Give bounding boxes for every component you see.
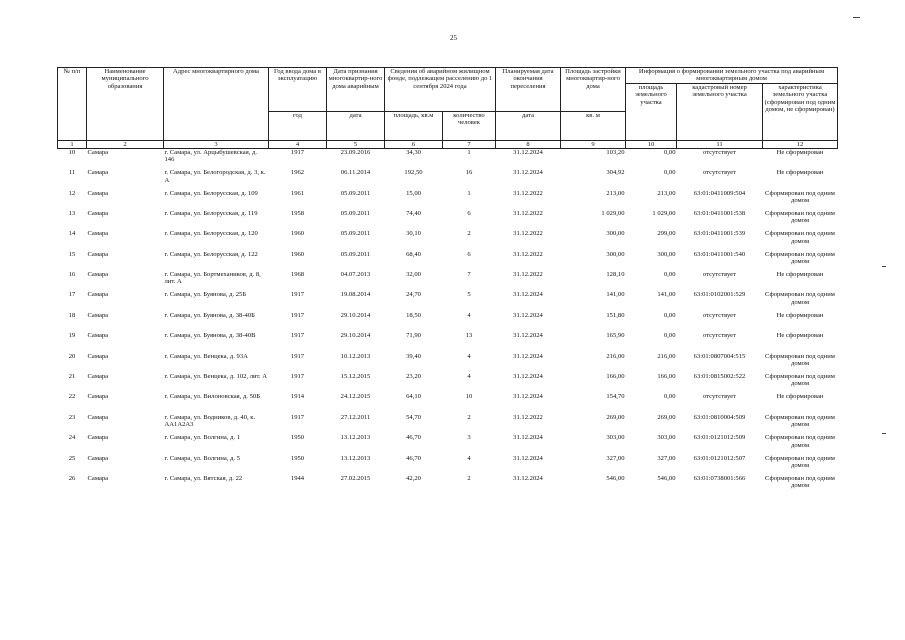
build-area-cell: 269,00 — [606, 413, 625, 421]
col-number: 12 — [763, 140, 838, 148]
cadastral-cell: отсутствует — [703, 393, 736, 401]
characteristic-cell: Сформирован под одним домом — [765, 475, 835, 490]
unit-date: дата — [327, 111, 385, 140]
area-cell: 24,70 — [406, 291, 421, 299]
table-row — [58, 271, 838, 291]
date-recognition-cell: 05.09.2011 — [340, 250, 371, 258]
table-row — [58, 230, 838, 250]
row-number: 10 — [68, 148, 76, 156]
build-area-cell: 154,70 — [606, 393, 625, 401]
table-row — [58, 455, 838, 475]
cadastral-cell: 63:01:0411009:504 — [693, 189, 746, 197]
municipality-cell: Самара — [87, 393, 109, 401]
address-cell: г. Самара, ул. Белорусская, д. 109 — [164, 189, 258, 197]
header-num: № п/п — [58, 68, 87, 141]
municipality-cell: Самара — [87, 413, 109, 421]
land-area-cell: 0,00 — [663, 311, 676, 319]
row-number: 23 — [68, 413, 76, 421]
build-area-cell: 216,00 — [606, 352, 625, 360]
row-number: 26 — [68, 475, 76, 482]
col-number: 6 — [385, 140, 443, 148]
row-number: 11 — [68, 169, 76, 177]
land-area-cell: 0,00 — [663, 332, 676, 340]
municipality-cell: Самара — [87, 230, 109, 238]
header-municipality: Наименование муниципального образования — [87, 68, 164, 141]
address-cell: г. Самара, ул. Белорусская, д. 122 — [164, 250, 258, 258]
table-header — [58, 68, 838, 149]
land-area-cell: 166,00 — [657, 373, 676, 381]
land-area-cell: 299,00 — [657, 230, 676, 238]
date-recognition-cell: 27.12.2011 — [340, 413, 371, 421]
municipality-cell: Самара — [87, 250, 109, 258]
municipality-cell: Самара — [87, 434, 109, 442]
area-cell: 46,70 — [406, 454, 421, 462]
date-recognition-cell: 15.12.2015 — [340, 373, 371, 381]
plan-date-cell: 31.12.2024 — [513, 454, 543, 462]
address-cell: г. Самара, ул. Бортмехаников, д. 8, лит. А — [164, 271, 261, 286]
land-area-cell: 303,00 — [657, 434, 676, 442]
land-area-cell: 546,00 — [657, 475, 676, 482]
year-cell: 1960 — [290, 250, 305, 258]
municipality-cell: Самара — [87, 291, 109, 299]
build-area-cell: 304,92 — [606, 169, 625, 177]
area-cell: 46,70 — [406, 434, 421, 442]
header-characteristic: характеристика земельного участка (сформирован под одним домом, не сформирован) — [763, 83, 838, 140]
date-recognition-cell: 19.08.2014 — [340, 291, 371, 299]
characteristic-cell: Сформирован под одним домом — [765, 291, 835, 306]
col-number: 1 — [58, 140, 87, 148]
col-number: 11 — [677, 140, 763, 148]
year-cell: 1950 — [290, 434, 305, 442]
table-row — [58, 414, 838, 434]
row-number: 25 — [68, 454, 76, 462]
build-area-cell: 213,00 — [606, 189, 625, 197]
land-area-cell: 0,00 — [663, 169, 676, 177]
plan-date-cell: 31.12.2024 — [513, 434, 543, 442]
area-cell: 30,10 — [406, 230, 421, 238]
characteristic-cell: Сформирован под одним домом — [765, 230, 835, 245]
plan-date-cell: 31.12.2024 — [513, 169, 543, 177]
row-number: 12 — [68, 189, 76, 197]
header-address: Адрес многоквартирного дома — [164, 68, 269, 141]
year-cell: 1914 — [290, 393, 305, 401]
scan-mark — [882, 433, 886, 434]
unit-year: год — [269, 111, 327, 140]
unit-sqm: кв. м — [561, 111, 626, 140]
year-cell: 1960 — [290, 230, 305, 238]
address-cell: г. Самара, ул. Вятская, д. 22 — [164, 475, 243, 482]
land-area-cell: 327,00 — [657, 454, 676, 462]
table-row — [58, 169, 838, 189]
address-cell: г. Самара, ул. Волгина, д. 5 — [164, 454, 241, 462]
land-area-cell: 213,00 — [657, 189, 676, 197]
address-cell: г. Самара, ул. Буянова, д. 38-40В — [164, 332, 256, 340]
header-date-recognition: Дата признания многоквартир-ного дома аварийным — [327, 68, 385, 112]
col-number: 8 — [496, 140, 561, 148]
cadastral-cell: отсутствует — [703, 271, 736, 279]
cadastral-cell: отсутствует — [703, 169, 736, 177]
characteristic-cell: Сформирован под одним домом — [765, 352, 835, 368]
header-cadastral: кадастровый номер земельного участка — [677, 83, 763, 140]
people-cell: 2 — [467, 475, 471, 482]
characteristic-cell: Сформирован под одним домом — [765, 189, 835, 204]
table-row — [58, 251, 838, 271]
row-number: 14 — [68, 230, 76, 238]
table-row — [58, 353, 838, 373]
municipality-cell: Самара — [87, 475, 109, 482]
area-cell: 192,50 — [404, 169, 423, 177]
characteristic-cell: Не сформирован — [776, 169, 824, 177]
municipality-cell: Самара — [87, 373, 109, 381]
characteristic-cell: Сформирован под одним домом — [765, 373, 835, 388]
date-recognition-cell: 04.07.2013 — [340, 271, 371, 279]
area-cell: 34,30 — [406, 148, 421, 156]
municipality-cell: Самара — [87, 148, 109, 156]
build-area-cell: 151,80 — [606, 311, 625, 319]
year-cell: 1917 — [290, 413, 305, 421]
characteristic-cell: Не сформирован — [776, 393, 824, 401]
address-cell: г. Самара, ул. Белогородская, д. 3, к. А — [164, 169, 266, 184]
area-cell: 64,10 — [406, 393, 421, 401]
municipality-cell: Самара — [87, 454, 109, 462]
build-area-cell: 546,00 — [606, 475, 625, 482]
plan-date-cell: 31.12.2022 — [513, 271, 543, 279]
table-row — [58, 393, 838, 413]
land-area-cell: 1 029,00 — [652, 209, 676, 217]
characteristic-cell: Сформирован под одним домом — [765, 209, 835, 225]
build-area-cell: 165,90 — [606, 332, 625, 340]
characteristic-cell: Сформирован под одним домом — [765, 434, 835, 449]
date-recognition-cell: 05.09.2011 — [340, 209, 371, 217]
build-area-cell: 300,00 — [606, 250, 625, 258]
year-cell: 1917 — [290, 373, 305, 381]
table-row — [58, 190, 838, 210]
characteristic-cell: Не сформирован — [776, 148, 824, 156]
date-recognition-cell: 10.12.2013 — [340, 352, 371, 360]
col-number: 9 — [561, 140, 626, 148]
characteristic-cell: Не сформирован — [776, 332, 824, 340]
col-number: 7 — [443, 140, 496, 148]
address-cell: г. Самара, ул. Венцека, д. 93А — [164, 352, 248, 360]
row-number: 13 — [68, 209, 76, 217]
area-cell: 74,40 — [406, 209, 421, 217]
year-cell: 1950 — [290, 454, 305, 462]
cadastral-cell: 63:01:0102001:529 — [693, 291, 746, 299]
page-number: 25 — [450, 34, 457, 42]
area-cell: 68,40 — [406, 250, 421, 258]
area-cell: 32,00 — [406, 271, 421, 279]
build-area-cell: 166,00 — [606, 373, 625, 381]
year-cell: 1958 — [290, 209, 305, 217]
people-cell: 6 — [467, 209, 471, 217]
plan-date-cell: 31.12.2022 — [513, 189, 543, 197]
area-cell: 39,40 — [406, 352, 421, 360]
emergency-housing-table — [57, 67, 838, 495]
people-cell: 10 — [465, 393, 473, 401]
scan-mark — [853, 17, 860, 18]
build-area-cell: 1 029,00 — [601, 209, 625, 217]
build-area-cell: 103,20 — [606, 148, 625, 156]
column-number-row — [58, 140, 838, 148]
municipality-cell: Самара — [87, 332, 109, 340]
row-number: 19 — [68, 332, 76, 340]
table-row — [58, 148, 838, 169]
people-cell: 7 — [467, 271, 471, 279]
plan-date-cell: 31.12.2024 — [513, 332, 543, 340]
unit-area: площадь, кв.м — [385, 111, 443, 140]
municipality-cell: Самара — [87, 271, 109, 279]
plan-date-cell: 31.12.2022 — [513, 230, 543, 238]
characteristic-cell: Не сформирован — [776, 311, 824, 319]
cadastral-cell: 63:01:0411001:540 — [693, 250, 746, 258]
municipality-cell: Самара — [87, 352, 109, 360]
area-cell: 23,20 — [406, 373, 421, 381]
plan-date-cell: 31.12.2022 — [513, 413, 543, 421]
year-cell: 1968 — [290, 271, 305, 279]
header-year: Год ввода дома в эксплуатацию — [269, 68, 327, 112]
address-cell: г. Самара, ул. Арцыбушевская, д. 146 — [164, 148, 258, 164]
unit-date2: дата — [496, 111, 561, 140]
header-plan-date: Планируемая дата окончания переселения — [496, 68, 561, 112]
municipality-cell: Самара — [87, 311, 109, 319]
header-build-area: Площадь застройки многоквартир-ного дома — [561, 68, 626, 112]
build-area-cell: 327,00 — [606, 454, 625, 462]
scan-mark — [882, 266, 886, 267]
col-number: 10 — [626, 140, 677, 148]
land-area-cell: 0,00 — [663, 271, 676, 279]
cadastral-cell: 63:01:0815002:522 — [693, 373, 746, 381]
table-row — [58, 291, 838, 311]
cadastral-cell: 63:01:0121012:507 — [693, 454, 746, 462]
plan-date-cell: 31.12.2024 — [513, 291, 543, 299]
build-area-cell: 141,00 — [606, 291, 625, 299]
address-cell: г. Самара, ул. Волгина, д. 1 — [164, 434, 241, 442]
cadastral-cell: 63:01:0411001:538 — [693, 209, 746, 217]
plan-date-cell: 31.12.2024 — [513, 393, 543, 401]
table-row — [58, 210, 838, 230]
table-row — [58, 312, 838, 332]
row-number: 18 — [68, 311, 76, 319]
row-number: 17 — [68, 291, 76, 299]
people-cell: 13 — [465, 332, 473, 340]
address-cell: г. Самара, ул. Буянова, д. 38-40Б — [164, 311, 255, 319]
people-cell: 4 — [467, 373, 471, 381]
land-area-cell: 0,00 — [663, 393, 676, 401]
people-cell: 1 — [467, 189, 471, 197]
row-number: 21 — [68, 373, 76, 381]
row-number: 15 — [68, 250, 76, 258]
date-recognition-cell: 27.02.2015 — [340, 475, 371, 482]
date-recognition-cell: 24.12.2015 — [340, 393, 371, 401]
header-fund: Сведения об аварийном жилищном фонде, подлежащем расселению до 1 сентября 2024 года — [385, 68, 496, 112]
municipality-cell: Самара — [87, 209, 109, 217]
plan-date-cell: 31.12.2022 — [513, 250, 543, 258]
people-cell: 4 — [467, 454, 471, 462]
people-cell: 5 — [467, 291, 471, 299]
year-cell: 1962 — [290, 169, 305, 177]
area-cell: 42,20 — [406, 475, 421, 482]
people-cell: 3 — [467, 434, 471, 442]
date-recognition-cell: 29.10.2014 — [340, 311, 371, 319]
plan-date-cell: 31.12.2024 — [513, 475, 543, 482]
cadastral-cell: отсутствует — [703, 332, 736, 340]
municipality-cell: Самара — [87, 189, 109, 197]
unit-people: количество человек — [443, 111, 496, 140]
row-number: 24 — [68, 434, 76, 442]
date-recognition-cell: 06.11.2014 — [340, 169, 371, 177]
people-cell: 1 — [467, 148, 471, 156]
build-area-cell: 300,00 — [606, 230, 625, 238]
people-cell: 16 — [465, 169, 473, 177]
people-cell: 4 — [467, 311, 471, 319]
cadastral-cell: 63:01:0810004:509 — [693, 413, 746, 421]
year-cell: 1917 — [290, 311, 305, 319]
table-row — [58, 434, 838, 454]
date-recognition-cell: 13.12.2013 — [340, 434, 371, 442]
row-number: 20 — [68, 352, 76, 360]
date-recognition-cell: 05.09.2011 — [340, 189, 371, 197]
col-number: 5 — [327, 140, 385, 148]
col-number: 3 — [164, 140, 269, 148]
table-row — [58, 373, 838, 393]
area-cell: 15,00 — [406, 189, 421, 197]
row-number: 22 — [68, 393, 76, 401]
cadastral-cell: 63:01:0807004:515 — [693, 352, 746, 360]
build-area-cell: 128,10 — [606, 271, 625, 279]
build-area-cell: 303,00 — [606, 434, 625, 442]
table-row — [58, 475, 838, 495]
plan-date-cell: 31.12.2024 — [513, 311, 543, 319]
plan-date-cell: 31.12.2022 — [513, 209, 543, 217]
year-cell: 1944 — [290, 475, 305, 482]
address-cell: г. Самара, ул. Водников, д. 40, к. АА1А2А3 — [164, 413, 256, 429]
address-cell: г. Самара, ул. Буянова, д. 25Б — [164, 291, 247, 299]
date-recognition-cell: 05.09.2011 — [340, 230, 371, 238]
year-cell: 1917 — [290, 332, 305, 340]
characteristic-cell: Сформирован под одним домом — [765, 250, 835, 266]
land-area-cell: 141,00 — [657, 291, 676, 299]
cadastral-cell: отсутствует — [703, 148, 736, 156]
cadastral-cell: 63:01:0738001:566 — [693, 475, 746, 482]
area-cell: 71,90 — [406, 332, 421, 340]
table-body — [58, 148, 838, 495]
row-number: 16 — [68, 271, 76, 279]
cadastral-cell: 63:01:0411001:539 — [693, 230, 746, 238]
date-recognition-cell: 13.12.2013 — [340, 454, 371, 462]
header-land-area: площадь земельного участка — [626, 83, 677, 140]
people-cell: 4 — [467, 352, 471, 360]
year-cell: 1917 — [290, 291, 305, 299]
col-number: 4 — [269, 140, 327, 148]
header-land-info: Информация о формировании земельного участка под аварийным многоквартирным домом — [626, 68, 838, 84]
address-cell: г. Самара, ул. Венцека, д. 102, лит. А — [164, 373, 267, 381]
people-cell: 2 — [467, 413, 471, 421]
date-recognition-cell: 29.10.2014 — [340, 332, 371, 340]
land-area-cell: 300,00 — [657, 250, 676, 258]
area-cell: 18,50 — [406, 311, 421, 319]
address-cell: г. Самара, ул. Вилоновская, д. 50Б — [164, 393, 260, 401]
characteristic-cell: Сформирован под одним домом — [765, 454, 835, 469]
plan-date-cell: 31.12.2024 — [513, 148, 543, 156]
cadastral-cell: 63:01:0121012:509 — [693, 434, 746, 442]
year-cell: 1917 — [290, 352, 305, 360]
municipality-cell: Самара — [87, 169, 109, 177]
year-cell: 1917 — [290, 148, 305, 156]
cadastral-cell: отсутствует — [703, 311, 736, 319]
people-cell: 2 — [467, 230, 471, 238]
characteristic-cell: Сформирован под одним домом — [765, 413, 835, 429]
plan-date-cell: 31.12.2024 — [513, 352, 543, 360]
land-area-cell: 216,00 — [657, 352, 676, 360]
people-cell: 6 — [467, 250, 471, 258]
year-cell: 1961 — [290, 189, 305, 197]
area-cell: 54,70 — [406, 413, 421, 421]
table-row — [58, 332, 838, 352]
address-cell: г. Самара, ул. Белорусская, д. 119 — [164, 209, 258, 217]
col-number: 2 — [87, 140, 164, 148]
address-cell: г. Самара, ул. Белорусская, д. 120 — [164, 230, 258, 238]
characteristic-cell: Не сформирован — [776, 271, 824, 279]
land-area-cell: 0,00 — [663, 148, 676, 156]
date-recognition-cell: 23.09.2016 — [340, 148, 371, 156]
plan-date-cell: 31.12.2024 — [513, 373, 543, 381]
land-area-cell: 269,00 — [657, 413, 676, 421]
